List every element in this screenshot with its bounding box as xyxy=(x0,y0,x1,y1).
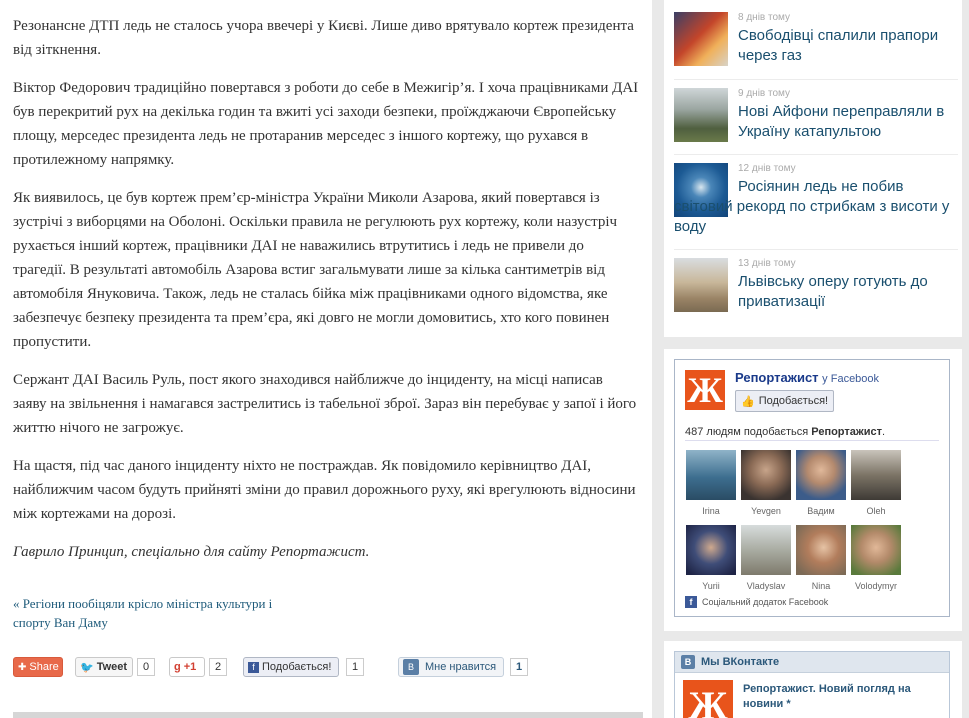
facebook-fan[interactable] xyxy=(685,450,737,516)
google-plus-icon: g xyxy=(174,661,181,673)
share-label: Share xyxy=(29,661,59,673)
vk-header xyxy=(675,652,949,673)
likes-page-name: Репортажист xyxy=(811,426,882,438)
vk-icon: В xyxy=(681,655,695,669)
facebook-fan[interactable] xyxy=(850,450,902,516)
news-date: 9 днів тому xyxy=(738,88,791,99)
tweet-button[interactable] xyxy=(75,657,133,677)
fan-name: Irina xyxy=(702,506,720,516)
vk-like-button[interactable] xyxy=(398,657,504,677)
like-thumb-icon: 👍 xyxy=(741,395,755,408)
divider xyxy=(674,79,958,80)
article-signature: Гаврило Принцип, спеціально для сайту Репортажист. xyxy=(13,544,370,560)
news-thumbnail xyxy=(674,12,728,66)
share-buttons-row xyxy=(13,657,643,679)
on-facebook-text: у Facebook xyxy=(822,373,880,385)
previous-article-link[interactable]: « Регіони пообіцяли крісло міністра культури і спорту Ван Даму xyxy=(13,596,273,630)
news-thumbnail xyxy=(674,88,728,142)
facebook-fan[interactable] xyxy=(850,525,902,591)
divider xyxy=(685,440,939,441)
facebook-fan[interactable] xyxy=(795,525,847,591)
news-date: 12 днів тому xyxy=(738,163,796,174)
vk-like-count: 1 xyxy=(510,658,528,676)
share-icon: ✚ xyxy=(18,661,27,673)
article-paragraph: Як виявилось, це був кортеж прем’єр-міністра України Миколи Азарова, який повертався із зустрічі з виборцями на Оболоні. Оскільки правила не регулюють рух кортежу, коли назустріч рухається інший кортеж, працівники ДАІ не наважились втрутитись і ледь не привели до трагедії. В результаті автомобіль Азарова встиг загальмувати лише за кілька сантиметрів від автомобіля Януковича. Також, ледь не сталась бійка між працівниками одного відомства, яке забезпечує безпеку президента та прем’єра, які довго не могли домовитись, хто кого повинен пропустити. xyxy=(13,190,618,350)
fan-name: Yevgen xyxy=(751,506,781,516)
fan-name: Nina xyxy=(811,581,831,591)
tweet-count: 0 xyxy=(137,658,155,676)
fan-name: Volodymyr xyxy=(854,581,898,591)
share-button[interactable] xyxy=(13,657,63,677)
vk-group-name[interactable]: Репортажист. Новий погляд на новини * xyxy=(743,683,911,710)
fb-like-count: 1 xyxy=(346,658,364,676)
fan-name: Yurii xyxy=(702,581,720,591)
divider xyxy=(674,154,958,155)
article-body xyxy=(13,14,639,578)
facebook-page-name[interactable] xyxy=(735,370,879,385)
likes-count-suffix: . xyxy=(881,426,886,438)
bottom-divider xyxy=(13,712,643,718)
facebook-fan[interactable] xyxy=(740,525,792,591)
fan-avatar xyxy=(686,525,736,575)
news-item[interactable] xyxy=(674,258,958,328)
gplus-count: 2 xyxy=(209,658,227,676)
news-date: 8 днів тому xyxy=(738,12,791,23)
article-paragraph: Сержант ДАІ Василь Руль, пост якого знаходився найближче до інциденту, на місці написав заяву на звільнення і намагався застрелитись із табельної зброї. Зараз він перебуває у запої і його життю нічого не загрожує. xyxy=(13,372,637,436)
facebook-widget xyxy=(664,349,962,631)
facebook-social-plugin-footer[interactable] xyxy=(685,596,828,608)
fan-avatar xyxy=(796,525,846,575)
vk-header-text: Мы ВКонтакте xyxy=(701,656,780,668)
fan-avatar xyxy=(851,525,901,575)
news-date: 13 днів тому xyxy=(738,258,796,269)
facebook-fan[interactable] xyxy=(740,450,792,516)
news-title[interactable]: Львівську оперу готують до приватизації xyxy=(738,273,928,310)
fb-like-label: Подобається! xyxy=(758,395,829,407)
article-paragraph: Резонансне ДТП ледь не сталось учора ввечері у Києві. Лише диво врятувало кортеж президента від зіткнення. xyxy=(13,18,634,58)
facebook-icon: f xyxy=(685,596,697,608)
fan-name: Вадим xyxy=(807,506,835,516)
news-title[interactable]: Росіянин ледь не побив світовий рекорд по стрибкам з висоти у воду xyxy=(674,178,950,235)
fan-avatar xyxy=(851,450,901,500)
vk-like-label: Мне нравится xyxy=(425,661,497,673)
news-item[interactable] xyxy=(674,163,958,243)
facebook-fan[interactable] xyxy=(685,525,737,591)
fan-name: Oleh xyxy=(866,506,886,516)
google-plus-button[interactable] xyxy=(169,657,205,677)
fb-like-label: Подобається! xyxy=(262,661,332,673)
likes-count-text: 487 людям подобається xyxy=(685,426,812,438)
tweet-label: Tweet xyxy=(96,661,128,673)
article-paragraph: Віктор Федорович традиційно повертався з роботи до себе в Межигір’я. І хоча працівниками ДАІ був перекритий рух на декілька годин та вжиті усі заходи безпеки, проїжджаючи Європейську площу, мерседес президента ледь не протаранив мерседес з іншого кортежу, що рухався в протилежному напрямку. xyxy=(13,80,639,168)
fan-avatar xyxy=(796,450,846,500)
news-title[interactable]: Свободівці спалили прапори через газ xyxy=(738,27,939,64)
facebook-fan[interactable] xyxy=(795,450,847,516)
fan-name: Vladyslav xyxy=(746,581,786,591)
divider xyxy=(674,249,958,250)
vk-icon: В xyxy=(403,659,419,675)
vk-group-box xyxy=(674,651,950,718)
vk-widget xyxy=(664,641,962,718)
page-name-text: Репортажист xyxy=(735,370,819,385)
reportazhyst-logo[interactable]: Ж xyxy=(685,370,725,410)
news-item[interactable] xyxy=(674,12,958,82)
facebook-like-box xyxy=(674,359,950,617)
recent-news-widget xyxy=(664,0,962,337)
fan-avatar xyxy=(741,450,791,500)
fan-avatar xyxy=(741,525,791,575)
facebook-page-like-button[interactable] xyxy=(735,390,834,412)
facebook-icon: f xyxy=(248,662,259,673)
vk-group-logo[interactable]: Ж xyxy=(683,680,733,718)
facebook-like-button[interactable] xyxy=(243,657,339,677)
facebook-likes-count xyxy=(685,426,885,438)
news-title[interactable]: Нові Айфони переправляли в Україну катапультою xyxy=(738,103,945,140)
fan-avatar xyxy=(686,450,736,500)
article-paragraph: На щастя, під час даного інциденту ніхто не постраждав. Як повідомило керівництво ДАІ, найближчим часом будуть прийняті зміни до правил дорожнього руху, які врегулюють відносини між кортежами на дорозі. xyxy=(13,458,636,522)
footer-text: Соціальний додаток Facebook xyxy=(702,597,829,607)
gplus-label: +1 xyxy=(183,661,197,673)
news-item[interactable] xyxy=(674,88,958,158)
twitter-bird-icon: 🐦 xyxy=(80,661,94,674)
news-thumbnail xyxy=(674,258,728,312)
